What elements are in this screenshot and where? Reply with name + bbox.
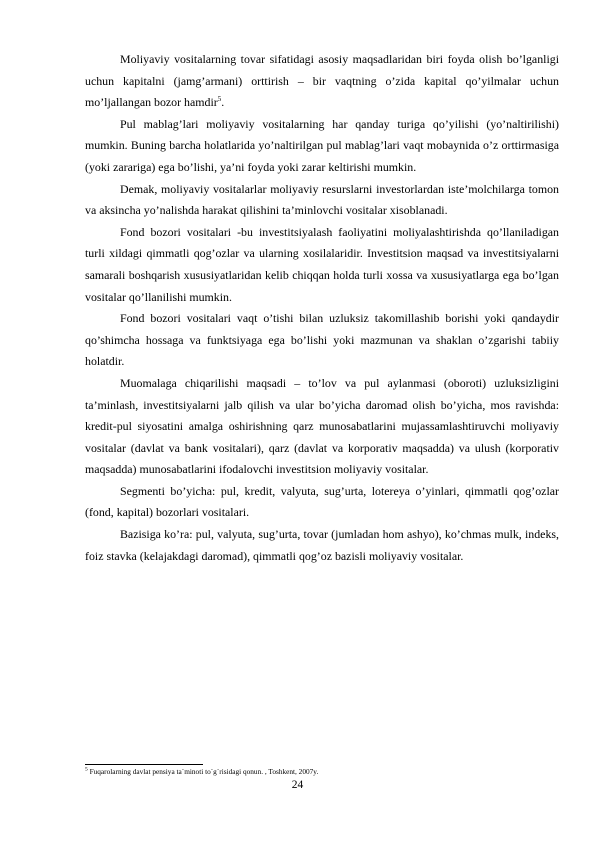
paragraph-6: Muomalaga chiqarilishi maqsadi – to’lov va pul aylanmasi (oboroti) uzluksizligini ta’minlash, investitsiyalarni jalb qilish va ular bo’yicha daromad olish bo’yicha, mos ravishda: kredit-pul siyosatini amalga oshirishning qarz munosabatlarini mujassamlashtiruvchi moliyaviy vositalar (davlat va bank vositalari), qarz (davlat va korporativ maqsadda) va ulush (korporativ maqsadda) munosabatlarini ifodalovchi investitsion moliyaviy vositalar.	[85, 375, 559, 477]
paragraph-8: Bazisiga ko’ra: pul, valyuta, sug’urta, tovar (jumladan hom ashyo), ko’chmas mulk, indeks, foiz stavka (kelajakdagi daromad), qimmatli qog’oz bazisli moliyaviy vositalar.	[85, 527, 559, 563]
paragraph-1-end: .	[221, 95, 225, 110]
body-text	[85, 49, 559, 567]
paragraph-1-text: Moliyaviy vositalarning tovar sifatidagi asosiy maqsadlaridan biri foyda olish bo’lganligi uchun kapitalni (jamg’armani) orttirish – bir vaqtning o’zida kapital qo’yilmalar uchun mo’ljallangan bozor hamdir	[85, 52, 559, 110]
paragraph-1	[85, 49, 559, 114]
footnote-text: Fuqarolarning davlat pensiya ta`minoti to`g`risidagi qonun. , Toshkent, 2007y.	[87, 767, 319, 776]
paragraph-2: Pul mablag’lari moliyaviy vositalarning har qanday turiga qo’yilishi (yo’naltirilishi) mumkin. Buning barcha holatlarida yo’naltirilgan pul mablag’lari vaqt mobaynida o’z orttirmasiga (yoki zarariga) ega bo’lishi, ya’ni foyda yoki zarar keltirishi mumkin.	[85, 116, 559, 174]
paragraph-4: Fond bozori vositalari -bu investitsiyalash faoliyatini moliyalashtirishda qo’llaniladigan turli xildagi qimmatli qog’ozlar va ularning xosilalaridir. Investitsion maqsad va investitsiyalarni samarali boshqarish xususiyatlaridan kelib chiqqan holda turli xossa va xususiyatlarga ega bo’lgan vositalar qo’llanilishi mumkin.	[85, 224, 559, 304]
paragraph-7: Segmenti bo’yicha: pul, kredit, valyuta, sug’urta, lotereya o’yinlari, qimmatli qog’ozlar (fond, kapital) bozorlari vositalari.	[85, 483, 559, 520]
paragraph-3: Demak, moliyaviy vositalarlar moliyaviy resurslarni investorlardan iste’molchilarga tomon va aksincha yo’nalishda harakat qilishini ta’minlovchi vositalar xisoblanadi.	[85, 181, 559, 218]
footnote	[85, 767, 559, 777]
footnote-reference: 5	[217, 95, 222, 104]
footnote-separator	[85, 764, 203, 765]
paragraph-5: Fond bozori vositalari vaqt o’tishi bilan uzluksiz takomillashib borishi yoki qandaydir qo’shimcha hossaga va funktsiyaga ega bo’lishi yoki mazmunan va shaklan o’zgarishi tabiiy holatdir.	[85, 311, 559, 369]
footnote-mark: 5	[85, 766, 88, 773]
page-number: 24	[291, 779, 304, 791]
